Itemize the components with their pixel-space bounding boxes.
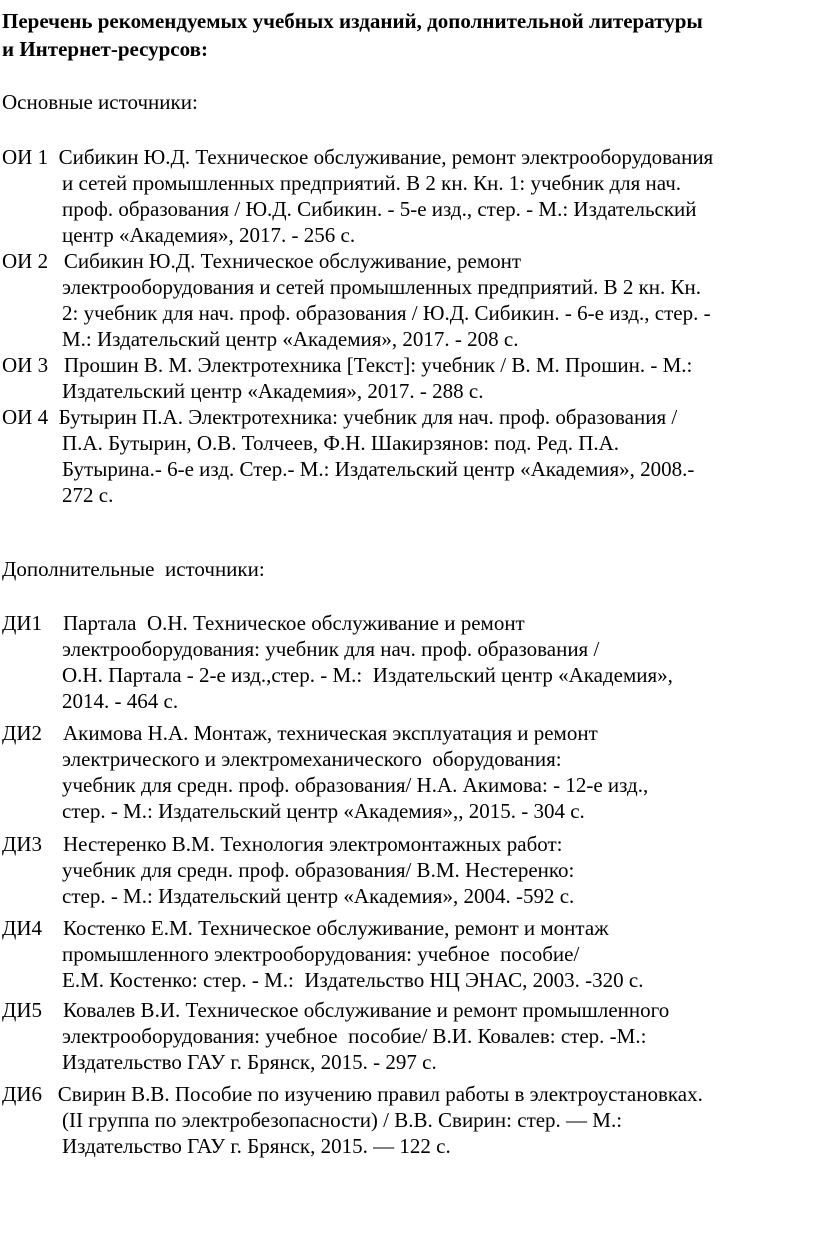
entry-line: электрооборудования и сетей промышленных предприятий. В 2 кн. Кн.	[62, 275, 702, 299]
entry-line: ОИ 3 Прошин В. М. Электротехника [Текст]: учебник / В. М. Прошин. - М.:	[2, 353, 693, 377]
main-source-entry-4	[0, 404, 816, 508]
entry-line: ДИ1 Партала О.Н. Техническое обслуживание и ремонт	[2, 611, 525, 635]
additional-source-entry-3	[0, 831, 816, 909]
entry-line: ДИ3 Нестеренко В.М. Технология электромонтажных работ:	[2, 832, 563, 856]
entry-line: ДИ6 Свирин В.В. Пособие по изучению правил работы в электроустановках.	[2, 1082, 703, 1106]
entry-line: стер. - М.: Издательский центр «Академия»,, 2015. - 304 с.	[62, 799, 585, 823]
entry-line: 272 с.	[62, 483, 114, 507]
entry-line: П.А. Бутырин, О.В. Толчеев, Ф.Н. Шакирзянов: под. Ред. П.А.	[62, 431, 620, 455]
entry-line: ОИ 2 Сибикин Ю.Д. Техническое обслуживание, ремонт	[2, 249, 522, 273]
additional-sources-heading: Дополнительные источники:	[2, 557, 265, 581]
entry-line: ДИ2 Акимова Н.А. Монтаж, техническая эксплуатация и ремонт	[2, 721, 598, 745]
entry-line: промышленного электрооборудования: учебное пособие/	[62, 942, 580, 966]
entry-line: (II группа по электробезопасности) / В.В. Свирин: стер. — М.:	[62, 1108, 623, 1132]
additional-source-entry-2	[0, 720, 816, 824]
main-source-entry-1	[0, 144, 816, 248]
entry-line: О.Н. Партала - 2-е изд.,стер. - М.: Издательский центр «Академия»,	[62, 663, 673, 687]
page-title	[2, 7, 814, 63]
entry-line: М.: Издательский центр «Академия», 2017. - 208 с.	[62, 327, 519, 351]
entry-line: 2014. - 464 с.	[62, 689, 179, 713]
entry-line: ДИ5 Ковалев В.И. Техническое обслуживание и ремонт промышленного	[2, 998, 670, 1022]
entry-line: электрооборудования: учебник для нач. проф. образования /	[62, 637, 600, 661]
additional-source-entry-5	[0, 997, 816, 1075]
entry-line: стер. - М.: Издательский центр «Академия», 2004. -592 с.	[62, 884, 575, 908]
additional-source-entry-6	[0, 1081, 816, 1159]
additional-source-entry-4	[0, 915, 816, 993]
entry-line: Издательство ГАУ г. Брянск, 2015. — 122 с.	[62, 1134, 451, 1158]
main-source-entry-3	[0, 352, 816, 404]
entry-line: учебник для средн. проф. образования/ В.М. Нестеренко:	[62, 858, 575, 882]
entry-line: учебник для средн. проф. образования/ Н.А. Акимова: - 12-е изд.,	[62, 773, 649, 797]
entry-line: Бутырина.- 6-е изд. Стер.- М.: Издательский центр «Академия», 2008.-	[62, 457, 695, 481]
entry-line: 2: учебник для нач. проф. образования / Ю.Д. Сибикин. - 6-е изд., стер. -	[62, 301, 711, 325]
entry-line: Издательский центр «Академия», 2017. - 288 с.	[62, 379, 484, 403]
entry-line: ДИ4 Костенко Е.М. Техническое обслуживание, ремонт и монтаж	[2, 916, 609, 940]
main-sources-heading: Основные источники:	[2, 90, 198, 114]
entry-line: и сетей промышленных предприятий. В 2 кн. Кн. 1: учебник для нач.	[62, 171, 682, 195]
entry-line: Издательство ГАУ г. Брянск, 2015. - 297 с.	[62, 1050, 437, 1074]
entry-line: центр «Академия», 2017. - 256 с.	[62, 223, 356, 247]
entry-line: ОИ 4 Бутырин П.А. Электротехника: учебник для нач. проф. образования /	[2, 405, 678, 429]
additional-source-entry-1	[0, 610, 816, 714]
entry-line: проф. образования / Ю.Д. Сибикин. - 5-е изд., стер. - М.: Издательский	[62, 197, 697, 221]
main-source-entry-2	[0, 248, 816, 352]
title-line-1: Перечень рекомендуемых учебных изданий, дополнительной литературы	[2, 9, 703, 33]
entry-line: электрического и электромеханического оборудования:	[62, 747, 562, 771]
entry-line: Е.М. Костенко: стер. - М.: Издательство НЦ ЭНАС, 2003. -320 с.	[62, 968, 644, 992]
entry-line: электрооборудования: учебное пособие/ В.И. Ковалев: стер. -М.:	[62, 1024, 647, 1048]
entry-line: ОИ 1 Сибикин Ю.Д. Техническое обслуживание, ремонт электрооборудования	[2, 145, 714, 169]
title-line-2: и Интернет-ресурсов:	[2, 37, 208, 61]
